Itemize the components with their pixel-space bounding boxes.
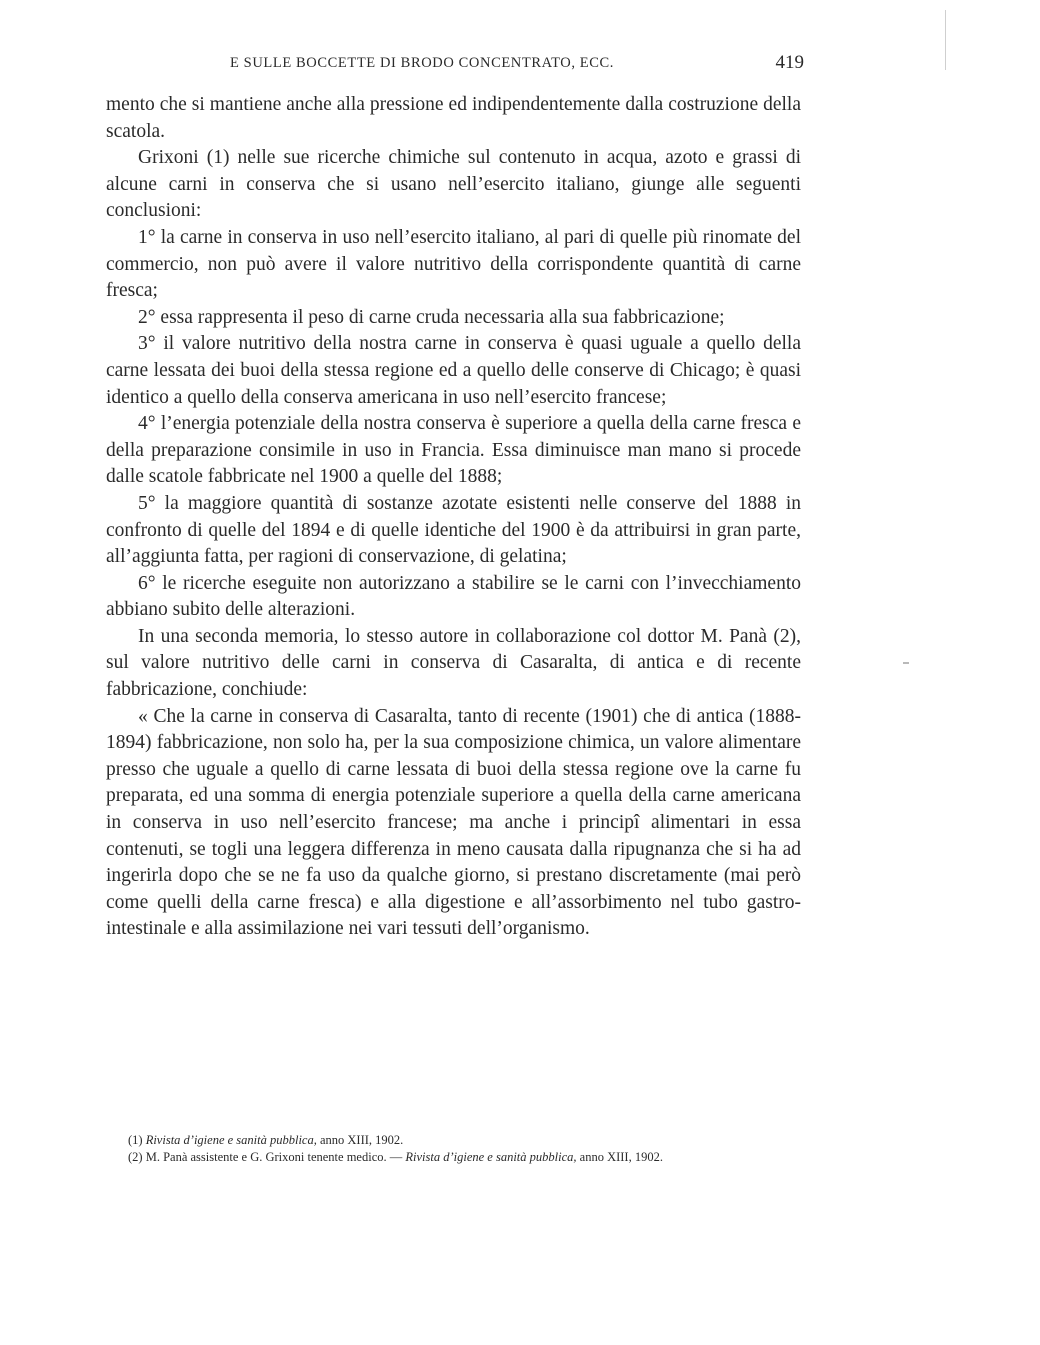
scan-margin-dash <box>903 662 909 664</box>
page-number: 419 <box>775 52 804 73</box>
footnote-journal: Rivista d’igiene e sanità pubblica, <box>145 1133 317 1147</box>
footnotes <box>106 1132 796 1166</box>
conclusion-item: 1° la carne in conserva in uso nell’esercito italiano, al pari di quelle più rinomate del commercio, non può avere il valore nutritivo della corrispondente quantità di carne fresca; <box>106 226 801 302</box>
conclusion-item: 3° il valore nutritivo della nostra carne in conserva è quasi uguale a quello della carne lessata dei buoi della stessa regione ed a quello delle conserve di Chicago; è quasi identico a quello della conserva americana in uso nell’esercito francese; <box>106 333 801 408</box>
footnote-detail: anno XIII, 1902. <box>319 1133 404 1147</box>
footnote-2 <box>106 1149 796 1166</box>
paragraph: Grixoni (1) nelle sue ricerche chimiche sul contenuto in acqua, azoto e grassi di alcune carni in conserva che si usano nell’esercito italiano, giunge alle seguenti conclusioni: <box>106 147 801 222</box>
paragraph: mento che si mantiene anche alla pressione ed indipendentemente dalla costruzione della scatola. <box>106 94 801 142</box>
conclusion-item: 5° la maggiore quantità di sostanze azotate esistenti nelle conserve del 1888 in confronto di quelle del 1894 e di quelle identiche del 1900 è da attribuirsi in gran parte, all’aggiunta fatta, per ragioni di conservazione, di gelatina; <box>106 492 801 568</box>
running-title: E SULLE BOCCETTE DI BRODO CONCENTRATO, ECC. <box>230 55 615 71</box>
conclusion-item: 6° le ricerche eseguite non autorizzano a stabilire se le carni con l’invecchiamento abbiano subito delle alterazioni. <box>106 572 801 621</box>
footnote-journal: Rivista d’igiene e sanità pubblica, <box>405 1150 577 1164</box>
paragraph: In una seconda memoria, lo stesso autore in collaborazione col dottor M. Panà (2), sul valore nutritivo delle carni in conserva di Casaralta, di antica e di recente fabbricazione, conchiude: <box>106 625 801 701</box>
footnote-number: (1) <box>128 1133 143 1147</box>
scan-margin-mark <box>945 10 946 70</box>
footnote-authors: M. Panà assistente e G. Grixoni tenente medico. — <box>145 1150 403 1164</box>
body-text <box>106 92 801 943</box>
conclusion-item: 4° l’energia potenziale della nostra conserva è superiore a quella della carne fresca e della preparazione consimile in uso in Francia. Essa diminuisce man mano si procede dalle scatole fabbricate nel 1900 a quelle del 1888; <box>106 413 801 488</box>
conclusion-item: 2° essa rappresenta il peso di carne cruda necessaria alla sua fabbricazione; <box>138 306 725 328</box>
footnote-detail: anno XIII, 1902. <box>579 1150 663 1164</box>
footnote-number: (2) <box>128 1150 143 1164</box>
quotation: « Che la carne in conserva di Casaralta, tanto di recente (1901) che di antica (1888-1894) fabbricazione, non solo ha, per la sua composizione chimica, un valore alimentare presso che uguale a quello di carne lessata di buoi della stessa regione ove la carne fu preparata, ed una somma di energia potenziale superiore a quella della carne americana in conserva in uso nell’esercito francese; ma anche i principî alimentari in essa contenuti, se togli una leggera differenza in meno causata dalla ripugnanza che si ha ad ingerirla dopo che se ne fa uso da qualche giorno, si prestano discretamente (mai però come quelli della carne fresca) e alla digestione e all’assorbimento nel tubo gastro-intestinale e alla assimilazione nei vari tessuti dell’organismo. <box>106 705 801 940</box>
footnote-1 <box>106 1132 796 1149</box>
